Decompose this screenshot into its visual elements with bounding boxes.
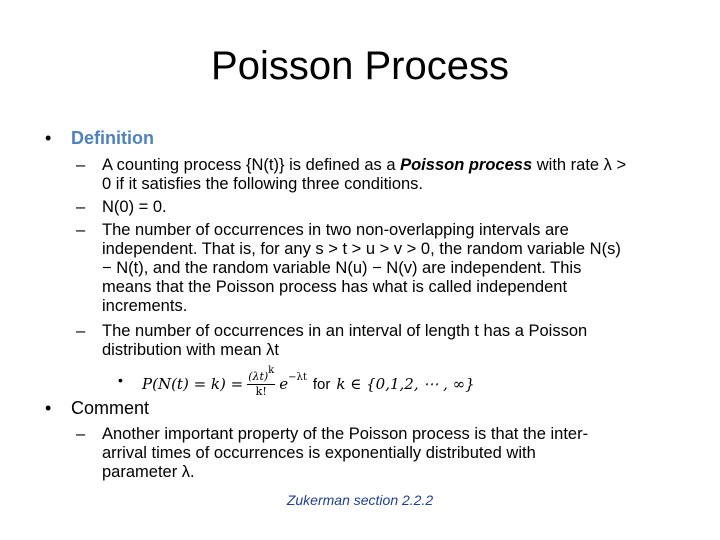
definition-heading: Definition [71, 128, 154, 148]
formula-fraction [247, 365, 275, 398]
item-3-line-3: − N(t), and the random variable N(u) − N(v) are independent. This [102, 259, 582, 277]
comment-line-2: arrival times of occurrences is exponentially distributed with [102, 444, 536, 462]
item-3-line-4: means that the Poisson process has what is called independent [102, 278, 568, 296]
item-1-suffix: with rate λ > [532, 156, 627, 174]
item-4-line-1: The number of occurrences in an interval of length t has a Poisson [102, 322, 588, 340]
item-3-line-2: independent. That is, for any s > t > u > v > 0, the random variable N(s) [102, 240, 621, 258]
dash-glyph: – [76, 198, 86, 216]
exp-base: e [279, 375, 289, 393]
fraction-denominator: k! [255, 385, 267, 398]
bullet-glyph: • [45, 128, 52, 148]
source-footer: Zukerman section 2.2.2 [286, 492, 434, 508]
item-1-line-1 [102, 156, 682, 175]
fraction-numerator [247, 365, 275, 385]
item-3-line-5: increments. [102, 297, 188, 315]
comment-heading: Comment [71, 398, 150, 418]
formula-domain: k ∈ {0,1,2, ⋯ , ∞} [336, 375, 475, 393]
slide-title: Poisson Process [211, 44, 509, 88]
formula-bullet: • [118, 372, 123, 388]
numerator-base: (λt) [248, 370, 269, 383]
item-3-line-1: The number of occurrences in two non-overlapping intervals are [102, 221, 569, 239]
item-1-prefix: A counting process {N(t)} is defined as a [102, 156, 401, 174]
comment-line-3: parameter λ. [102, 463, 195, 481]
dash-glyph: – [76, 221, 86, 239]
item-2-line-1: N(0) = 0. [102, 198, 167, 216]
dash-glyph: – [76, 156, 86, 174]
item-1-line-2: 0 if it satisfies the following three conditions. [102, 175, 424, 193]
dash-glyph: – [76, 425, 86, 443]
exp-power: −λt [288, 371, 307, 383]
comment-line-1: Another important property of the Poisson process is that the inter- [102, 425, 589, 443]
formula-for: for [312, 375, 331, 393]
numerator-exponent: k [268, 365, 275, 376]
dash-glyph: – [76, 322, 86, 340]
item-4-line-2: distribution with mean λt [102, 341, 279, 359]
bullet-glyph: • [45, 398, 52, 418]
item-1-emphasis: Poisson process [400, 156, 533, 174]
formula-lhs: P(N(t) = k) = [142, 375, 244, 393]
